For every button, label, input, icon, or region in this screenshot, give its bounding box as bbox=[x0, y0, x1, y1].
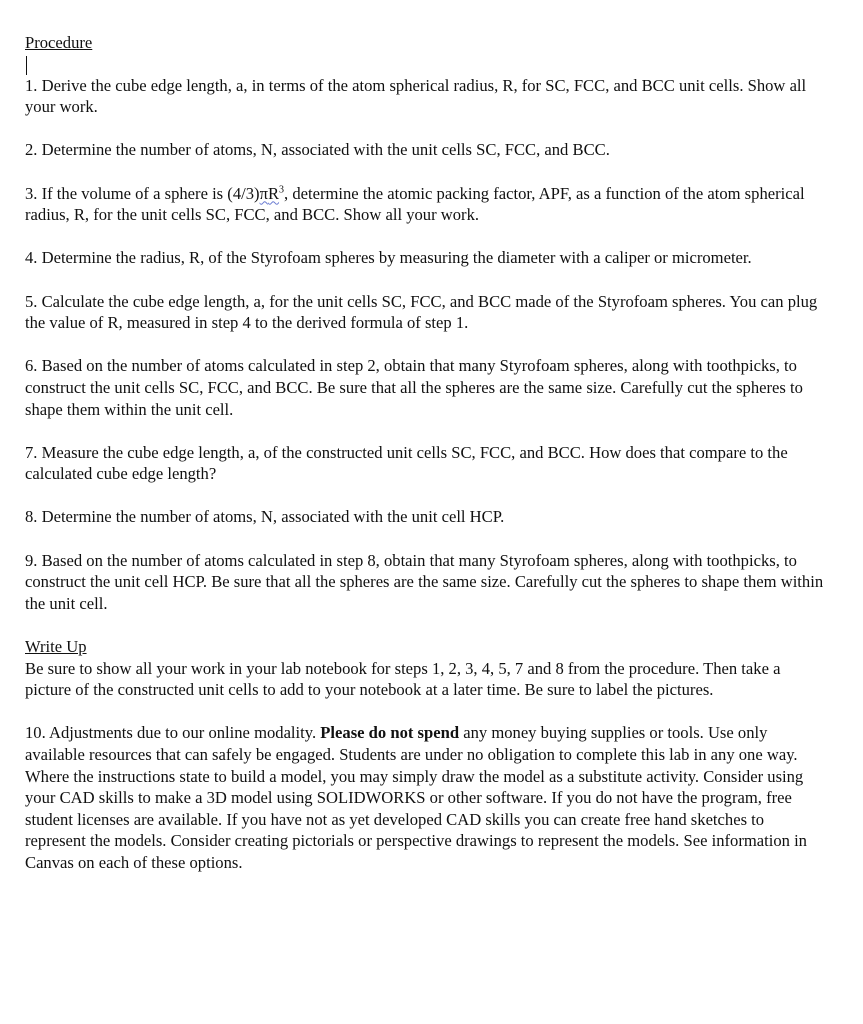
writeup-heading: Write Up bbox=[25, 637, 87, 657]
writeup-text: Be sure to show all your work in your lab notebook for steps 1, 2, 3, 4, 5, 7 and 8 from the procedure. Then take a picture of the constructed unit cells to add to your notebook at a later time. Be sure to label the pictures. bbox=[25, 658, 781, 700]
pi-symbol: π bbox=[259, 183, 268, 203]
item-10-rest: any money buying supplies or tools. Use only available resources that can safely be engaged. Students are under no obligation to complete this lab in any one way. bbox=[25, 723, 798, 764]
item-10-bold: Please do not spend bbox=[320, 723, 460, 743]
item-10-prefix: 10. Adjustments due to our online modality. bbox=[25, 723, 321, 743]
procedure-step-7: 7. Measure the cube edge length, a, of the constructed unit cells SC, FCC, and BCC. How does that compare to the calculated cube edge length? bbox=[25, 442, 788, 484]
procedure-step-2: 2. Determine the number of atoms, N, associated with the unit cells SC, FCC, and BCC. bbox=[25, 140, 610, 160]
procedure-step-9: 9. Based on the number of atoms calculated in step 8, obtain that many Styrofoam spheres, along with toothpicks, to construct the unit cell HCP. Be sure that all the spheres are the same size. Carefully cut the spheres to shape them within the unit cell. bbox=[25, 550, 824, 613]
radius-symbol: R bbox=[267, 183, 280, 203]
procedure-step-5: 5. Calculate the cube edge length, a, for the unit cells SC, FCC, and BCC made of the Styrofoam spheres. You can plug the value of R, measured in step 4 to the derived formula of step 1. bbox=[25, 291, 818, 333]
item-10-paragraph bbox=[25, 722, 825, 765]
procedure-heading: Procedure bbox=[25, 33, 93, 52]
step-3-text-after: , determine the atomic packing factor, APF, as a function of the atom spherical radius, R, for the unit cells SC, FCC, and BCC. Show all your work. bbox=[25, 183, 805, 225]
text-cursor bbox=[26, 56, 27, 75]
procedure-step-8: 8. Determine the number of atoms, N, associated with the unit cell HCP. bbox=[25, 507, 505, 527]
exponent: 3 bbox=[279, 184, 285, 196]
step-3-formula bbox=[260, 184, 279, 203]
procedure-step-6: 6. Based on the number of atoms calculated in step 2, obtain that many Styrofoam spheres, along with toothpicks, to construct the unit cells SC, FCC, and BCC. Be sure that all the spheres are the same size. Carefully cut the spheres to shape them within the unit cell. bbox=[25, 356, 803, 419]
document-page bbox=[25, 32, 825, 874]
procedure-step-4: 4. Determine the radius, R, of the Styrofoam spheres by measuring the diameter with a caliper or micrometer. bbox=[25, 248, 752, 268]
item-10-paragraph-2: Where the instructions state to build a model, you may simply draw the model as a substitute activity. Consider using your CAD skills to make a 3D model using SOLIDWORKS or other software. If you do not have the program, free student licenses are available. If you have not as yet developed CAD skills you can create free hand sketches to represent the models. Consider creating pictorials or perspective drawings to represent the models. See information in Canvas on each of these options. bbox=[25, 766, 807, 872]
procedure-step-1: 1. Derive the cube edge length, a, in terms of the atom spherical radius, R, for SC, FCC, and BCC unit cells. Show all your work. bbox=[25, 75, 807, 117]
procedure-step-3 bbox=[25, 183, 825, 226]
step-3-text-before: 3. If the volume of a sphere is (4/3) bbox=[25, 183, 260, 203]
